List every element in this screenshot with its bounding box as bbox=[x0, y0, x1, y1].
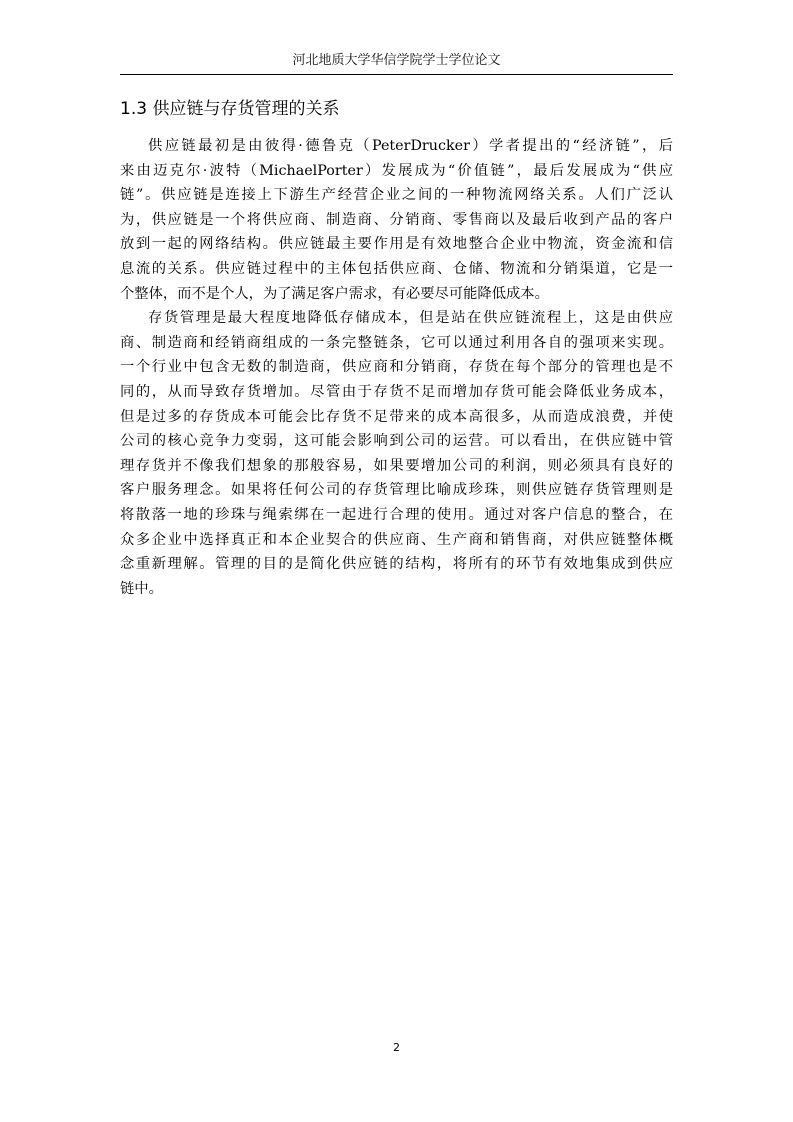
text-line: 公司的核心竞争力变弱，这可能会影响到公司的运营。可以看出，在供应链中管 bbox=[120, 433, 673, 450]
text-line: 但是过多的存货成本可能会比存货不足带来的成本高很多，从而造成浪费，并使 bbox=[120, 408, 673, 425]
text-line: 息流的关系。供应链过程中的主体包括供应商、仓储、物流和分销渠道，它是一 bbox=[120, 260, 673, 277]
text-line: 来由迈克尔·波特（MichaelPorter）发展成为“价值链”，最后发展成为“供应 bbox=[120, 162, 673, 179]
text-line: 链中。 bbox=[120, 580, 163, 597]
header-divider bbox=[120, 74, 673, 75]
section-heading: 1.3 供应链与存货管理的关系 bbox=[120, 99, 340, 119]
text-line: 理存货并不像我们想象的那般容易，如果要增加公司的利润，则必须具有良好的 bbox=[120, 457, 673, 474]
text-line: 存货管理是最大程度地降低存储成本，但是站在供应链流程上，这是由供应 bbox=[148, 310, 673, 327]
paragraph-2 bbox=[120, 306, 673, 601]
text-line: 将散落一地的珍珠与绳索绑在一起进行合理的使用。通过对客户信息的整合，在 bbox=[120, 506, 673, 523]
text-line: 个整体，而不是个人，为了满足客户需求，有必要尽可能降低成本。 bbox=[120, 285, 549, 302]
text-line: 链”。供应链是连接上下游生产经营企业之间的一种物流网络关系。人们广泛认 bbox=[120, 187, 673, 204]
text-line: 放到一起的网络结构。供应链最主要作用是有效地整合企业中物流，资金流和信 bbox=[120, 236, 673, 253]
text-line: 一个行业中包含无数的制造商，供应商和分销商，存货在每个部分的管理也是不 bbox=[120, 359, 673, 376]
text-line: 供应链最初是由彼得·德鲁克（PeterDrucker）学者提出的“经济链”，后 bbox=[148, 138, 673, 154]
text-line: 众多企业中选择真正和本企业契合的供应商、生产商和销售商，对供应链整体概 bbox=[120, 531, 673, 548]
text-line: 商、制造商和经销商组成的一条完整链条，它可以通过利用各自的强项来实现。 bbox=[120, 334, 673, 351]
text-line: 同的，从而导致存货增加。尽管由于存货不足而增加存货可能会降低业务成本， bbox=[120, 383, 673, 400]
section-body bbox=[120, 134, 673, 601]
running-header: 河北地质大学华信学院学士学位论文 bbox=[292, 53, 501, 68]
text-line: 客户服务理念。如果将任何公司的存货管理比喻成珍珠，则供应链存货管理则是 bbox=[120, 482, 673, 499]
paragraph-1 bbox=[120, 134, 673, 306]
text-line: 为，供应链是一个将供应商、制造商、分销商、零售商以及最后收到产品的客户 bbox=[120, 211, 673, 228]
text-line: 念重新理解。管理的目的是简化供应链的结构，将所有的环节有效地集成到供应 bbox=[120, 556, 673, 573]
page-number: 2 bbox=[393, 1041, 400, 1054]
